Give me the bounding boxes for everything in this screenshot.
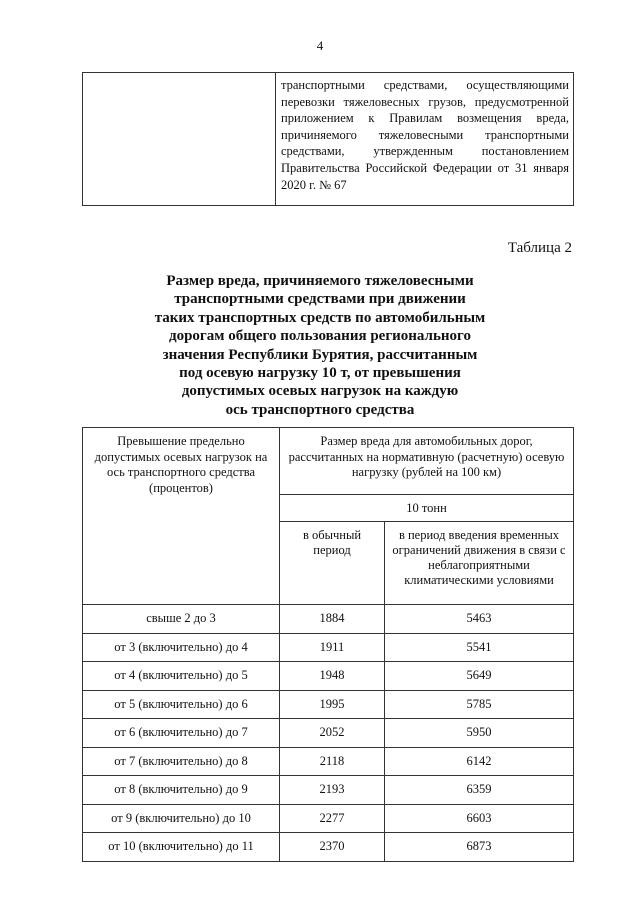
normal-cell: 2370 [280, 833, 385, 862]
title-line: значения Республики Бурятия, рассчитанным [162, 346, 478, 363]
table-row [83, 719, 574, 748]
normal-cell: 2193 [280, 776, 385, 805]
title-line: Размер вреда, причиняемого тяжеловесными [166, 273, 474, 289]
page-number: 4 [316, 38, 324, 53]
restricted-cell: 6603 [385, 804, 574, 833]
range-cell: от 8 (включительно) до 9 [83, 776, 280, 805]
table-row [83, 804, 574, 833]
table-row [83, 662, 574, 691]
header-restricted: в период введения временных ограничений движения в связи с неблагоприятными климатическими условиями [385, 522, 574, 605]
normal-cell: 1884 [280, 605, 385, 634]
normal-cell: 1911 [280, 633, 385, 662]
range-cell: от 3 (включительно) до 4 [83, 633, 280, 662]
table-row [83, 605, 574, 634]
header-damage: Размер вреда для автомобильных дорог, рассчитанных на нормативную (расчетную) осевую нагрузку (рублей на 100 км) [280, 428, 574, 495]
title-line: ось транспортного средства [225, 401, 415, 418]
damage-table [82, 427, 574, 862]
title-line: дорогам общего пользования регионального [169, 328, 471, 345]
range-cell: от 9 (включительно) до 10 [83, 804, 280, 833]
range-cell: от 4 (включительно) до 5 [83, 662, 280, 691]
restricted-cell: 6142 [385, 747, 574, 776]
restricted-cell: 5463 [385, 605, 574, 634]
header-excess: Превышение предельно допустимых осевых нагрузок на ось транспортного средства (процентов) [83, 428, 280, 605]
normal-cell: 2277 [280, 804, 385, 833]
header-load: 10 тонн [280, 495, 574, 522]
table-title [0, 272, 640, 419]
range-cell: от 7 (включительно) до 8 [83, 747, 280, 776]
range-cell: от 10 (включительно) до 11 [83, 833, 280, 862]
title-line: допустимых осевых нагрузок на каждую [181, 383, 459, 400]
title-line: под осевую нагрузку 10 т, от превышения [179, 365, 461, 382]
table-row [83, 833, 574, 862]
normal-cell: 2052 [280, 719, 385, 748]
normal-cell: 1995 [280, 690, 385, 719]
continuation-row [83, 73, 574, 206]
continuation-text: транспортными средствами, осуществляющими перевозки тяжеловесных грузов, предусмотренной приложением к Правилам возмещения вреда, причиняемого тяжеловесными транспортными средствами, утвержденным постановлением Правительства Российской Федерации от 31 января 2020 г. № 67 [276, 73, 574, 206]
header-normal: в обычный период [280, 522, 385, 605]
normal-cell: 1948 [280, 662, 385, 691]
table-row [83, 690, 574, 719]
table-row [83, 633, 574, 662]
table-caption: Таблица 2 [507, 240, 572, 256]
range-cell: от 5 (включительно) до 6 [83, 690, 280, 719]
table-row [83, 747, 574, 776]
range-cell: от 6 (включительно) до 7 [83, 719, 280, 748]
restricted-cell: 5950 [385, 719, 574, 748]
restricted-cell: 5785 [385, 690, 574, 719]
title-line: транспортными средствами при движении [174, 291, 466, 308]
range-cell: свыше 2 до 3 [83, 605, 280, 634]
header-row [83, 428, 574, 495]
normal-cell: 2118 [280, 747, 385, 776]
restricted-cell: 6873 [385, 833, 574, 862]
restricted-cell: 5649 [385, 662, 574, 691]
continuation-table [82, 72, 574, 206]
title-line: таких транспортных средств по автомобильным [154, 309, 486, 326]
restricted-cell: 6359 [385, 776, 574, 805]
empty-cell [83, 73, 276, 206]
table-row [83, 776, 574, 805]
restricted-cell: 5541 [385, 633, 574, 662]
